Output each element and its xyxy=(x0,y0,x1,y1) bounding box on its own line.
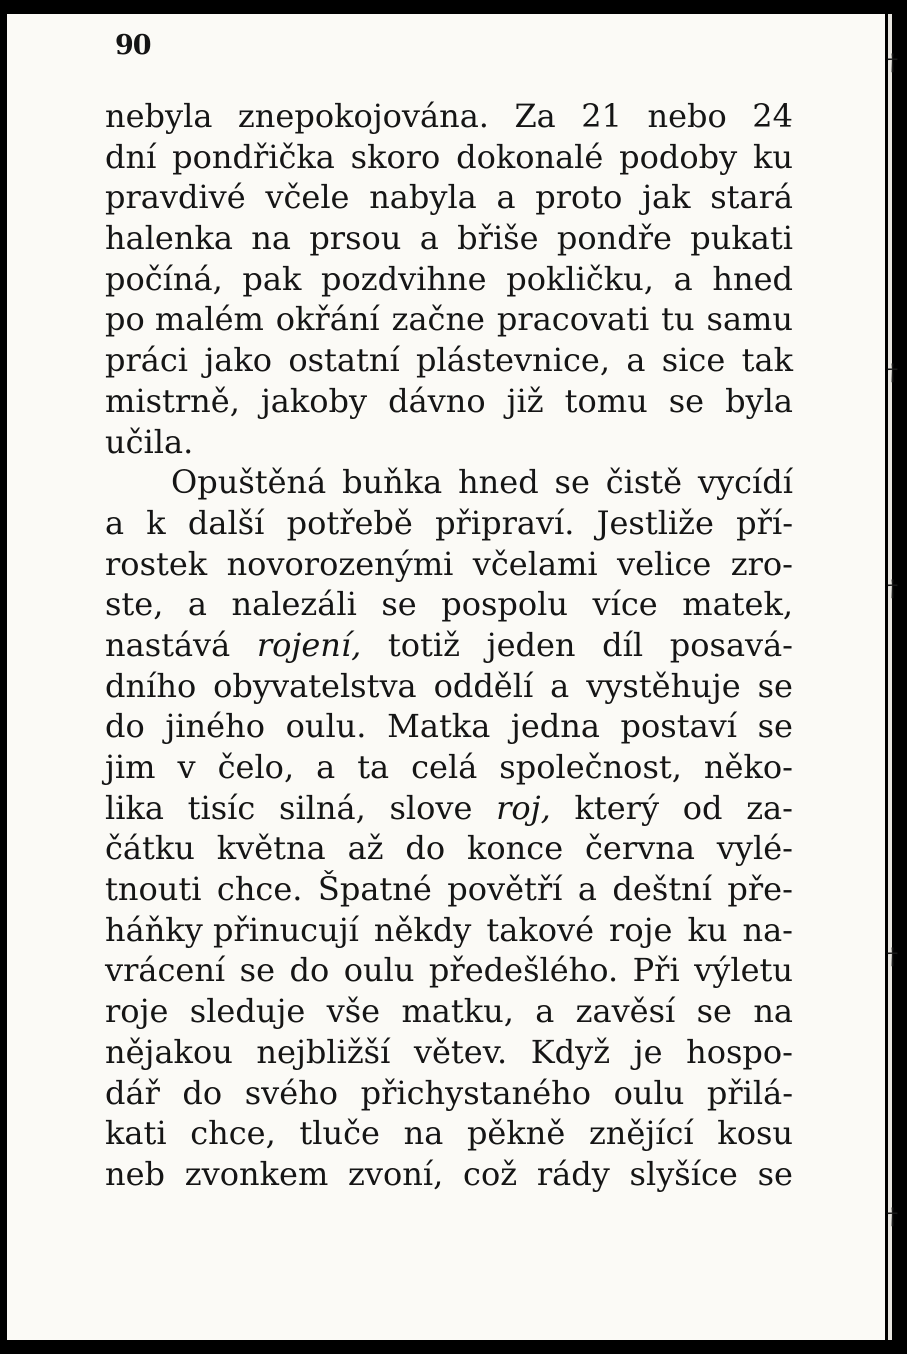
text-line xyxy=(105,544,793,585)
word: na- xyxy=(742,910,793,949)
word: se xyxy=(668,381,705,420)
text-line xyxy=(105,1154,793,1195)
word: a xyxy=(496,178,516,217)
word: pospolu xyxy=(441,585,568,624)
word: chce. xyxy=(216,870,303,909)
text-line xyxy=(105,218,793,259)
word: za- xyxy=(746,788,793,827)
word: oulu xyxy=(343,951,415,990)
word: díl xyxy=(602,625,644,664)
word: okřání xyxy=(275,300,380,339)
word: práci xyxy=(105,341,189,380)
text-line xyxy=(105,828,793,869)
word: totiž xyxy=(387,625,460,664)
word: a xyxy=(316,748,336,786)
word: dního xyxy=(105,666,197,705)
word: znějící xyxy=(588,1114,694,1153)
word: znepokojována. xyxy=(237,97,489,135)
word: silná, xyxy=(279,788,366,827)
word: do xyxy=(182,1073,223,1112)
word: matku, xyxy=(401,992,514,1031)
word: a xyxy=(187,585,207,624)
word: pěkně xyxy=(466,1114,566,1153)
word: roje xyxy=(105,992,169,1031)
word: připraví. xyxy=(435,503,575,542)
text-line xyxy=(105,991,793,1032)
word: což xyxy=(463,1154,518,1193)
word: v xyxy=(177,748,196,786)
word: vystěhuje xyxy=(586,666,741,705)
word: se xyxy=(381,585,417,624)
word: stará xyxy=(710,178,793,217)
word: rády xyxy=(536,1154,610,1193)
word: svého xyxy=(244,1073,339,1112)
page-number: 90 xyxy=(115,30,151,61)
word: přilá- xyxy=(706,1073,793,1112)
word: včelami xyxy=(472,544,598,583)
word: kati xyxy=(105,1114,167,1153)
word: nabyla xyxy=(369,178,477,217)
text-line xyxy=(105,137,793,178)
word: posavá- xyxy=(669,625,793,664)
word: Jestliže xyxy=(596,503,714,542)
word: skoro xyxy=(350,137,441,176)
word: dní xyxy=(105,137,157,176)
word: vylé- xyxy=(716,829,793,868)
word: tak xyxy=(741,341,793,380)
word: tisíc xyxy=(187,788,256,827)
word: velice xyxy=(617,544,712,583)
word: se xyxy=(696,992,732,1031)
word: Při xyxy=(632,951,680,990)
word: postaví xyxy=(620,707,737,746)
word: je xyxy=(633,1032,663,1071)
text-line xyxy=(105,462,793,503)
word: a xyxy=(105,503,125,542)
word: oddělí xyxy=(433,666,534,705)
word: který xyxy=(574,788,660,827)
word: zvonkem xyxy=(184,1154,329,1193)
word: tnouti xyxy=(105,870,202,909)
binding-thread-mark: † xyxy=(887,361,898,386)
word: více xyxy=(592,585,658,624)
word: povětří xyxy=(447,870,563,909)
text-line xyxy=(105,869,793,910)
word: jak xyxy=(642,178,691,217)
text-line xyxy=(105,96,793,137)
word: učila. xyxy=(105,422,194,461)
binding-thread-mark: † xyxy=(887,577,898,602)
word: dokonalé xyxy=(456,137,604,176)
word: se xyxy=(757,666,793,705)
text-line xyxy=(105,1073,793,1114)
word: pondřička xyxy=(172,137,335,176)
word: 21 xyxy=(581,97,622,135)
text-line xyxy=(105,910,793,951)
word: čistě xyxy=(605,463,683,502)
word: pak xyxy=(242,259,302,298)
word: pozdvihne xyxy=(321,259,487,298)
word: oulu. xyxy=(285,707,367,746)
word: do xyxy=(105,707,145,746)
word: nějakou xyxy=(105,1032,233,1071)
word: společnost, xyxy=(499,748,682,786)
text-line xyxy=(105,259,793,300)
word: na xyxy=(753,992,793,1031)
word: jeden xyxy=(486,625,576,664)
word: obyvatelstva xyxy=(213,666,417,705)
word: sleduje xyxy=(189,992,306,1031)
word: podoby xyxy=(619,137,738,176)
word: se xyxy=(554,463,590,502)
word: jakoby xyxy=(260,381,368,420)
word: halenka xyxy=(105,219,233,258)
binding-thread-mark: † xyxy=(887,945,898,970)
word: Za xyxy=(514,97,556,135)
word: Špatné xyxy=(317,870,432,909)
text-line xyxy=(105,625,793,666)
word: hned xyxy=(458,463,539,502)
word: pondře xyxy=(556,219,672,258)
word: deštní xyxy=(612,870,712,909)
word: buňka xyxy=(342,463,443,502)
text-line xyxy=(105,381,793,422)
word: jiného xyxy=(165,707,265,746)
word: Matka xyxy=(387,707,491,746)
word: června xyxy=(585,829,695,868)
word: vrácení xyxy=(105,951,226,990)
word: včele xyxy=(265,178,350,217)
word: mistrně, xyxy=(105,381,240,420)
word: někdy xyxy=(373,910,472,949)
word: byla xyxy=(725,381,793,420)
word: na xyxy=(403,1114,444,1153)
word: potřebě xyxy=(286,503,413,542)
page-edge xyxy=(888,14,892,1340)
word: pukati xyxy=(690,219,793,258)
word: výletu xyxy=(694,951,793,990)
word: něko- xyxy=(703,748,793,786)
word: nebyla xyxy=(105,97,213,135)
word: roj, xyxy=(496,788,551,827)
word: přichystaného xyxy=(360,1073,592,1112)
word: pravdivé xyxy=(105,178,246,217)
text-line xyxy=(105,340,793,381)
word: k xyxy=(146,503,166,542)
text-line xyxy=(105,422,793,463)
word: rojení, xyxy=(256,625,362,664)
word: vše xyxy=(326,992,381,1031)
word: na xyxy=(251,219,291,258)
word: břiše xyxy=(457,219,539,258)
word: ostatní xyxy=(288,341,400,380)
word: oulu xyxy=(613,1073,685,1112)
word: nejbližší xyxy=(256,1032,391,1071)
word: jedna xyxy=(510,707,600,746)
body-text xyxy=(105,96,793,1195)
word: Opuštěná xyxy=(171,463,327,502)
word: nalezáli xyxy=(231,585,357,624)
text-line xyxy=(105,950,793,991)
word: začne xyxy=(391,300,485,339)
word: od xyxy=(682,788,723,827)
word: lika xyxy=(105,788,164,827)
word: nebo xyxy=(647,97,727,135)
word: čelo, xyxy=(217,748,295,786)
word: takové xyxy=(486,910,594,949)
word: hospo- xyxy=(686,1032,793,1071)
text-line xyxy=(105,503,793,544)
word: rostek xyxy=(105,544,208,583)
word: samu xyxy=(706,300,793,339)
text-line xyxy=(105,1032,793,1073)
word: sice xyxy=(661,341,726,380)
word: prsou xyxy=(309,219,402,258)
word: chce, xyxy=(190,1114,276,1153)
word: již xyxy=(506,381,544,420)
word: a xyxy=(577,870,597,909)
word: hned xyxy=(712,259,793,298)
word: háňky přinucují xyxy=(105,910,359,949)
word: až xyxy=(347,829,384,868)
word: zro- xyxy=(730,544,793,583)
text-line xyxy=(105,1113,793,1154)
word: a xyxy=(673,259,693,298)
word: do xyxy=(289,951,330,990)
word: počíná, xyxy=(105,259,223,298)
word: kosu xyxy=(717,1114,793,1153)
word: po malém xyxy=(105,300,264,339)
word: se xyxy=(239,951,275,990)
word: vycídí xyxy=(697,463,793,502)
word: zvoní, xyxy=(348,1154,444,1193)
word: novorozenými xyxy=(226,544,454,583)
word: jim xyxy=(105,748,156,786)
word: tu xyxy=(661,300,695,339)
text-line xyxy=(105,747,793,788)
word: jako xyxy=(204,341,273,380)
word: dávno xyxy=(388,381,486,420)
text-line xyxy=(105,666,793,707)
word: větev. xyxy=(413,1032,508,1071)
text-line xyxy=(105,299,793,340)
word: předešlého. xyxy=(428,951,619,990)
word: roje xyxy=(609,910,673,949)
word: dář xyxy=(105,1073,160,1112)
word: pracovati xyxy=(496,300,650,339)
word: konce xyxy=(467,829,564,868)
word: a xyxy=(535,992,555,1031)
word: Když xyxy=(530,1032,611,1071)
word: a xyxy=(626,341,646,380)
text-line xyxy=(105,788,793,829)
text-line xyxy=(105,177,793,218)
word: tomu xyxy=(564,381,648,420)
text-line xyxy=(105,706,793,747)
word: se xyxy=(757,707,793,746)
word: pře- xyxy=(727,870,793,909)
word: 24 xyxy=(752,97,793,135)
binding-thread-mark: † xyxy=(887,1205,898,1230)
word: se xyxy=(757,1154,793,1193)
word: nastává xyxy=(105,625,231,664)
word: května xyxy=(216,829,326,868)
word: ste, xyxy=(105,585,164,624)
word: plástevnice, xyxy=(416,341,610,380)
word: pří- xyxy=(736,503,793,542)
word: a xyxy=(419,219,439,258)
word: matek, xyxy=(682,585,793,624)
word: další xyxy=(187,503,265,542)
word: zavěsí xyxy=(575,992,676,1031)
text-line xyxy=(105,584,793,625)
binding-thread-mark: † xyxy=(887,51,898,76)
word: proto xyxy=(535,178,623,217)
word: čátku xyxy=(105,829,195,868)
word: tluče xyxy=(299,1114,380,1153)
word: celá xyxy=(411,748,478,786)
word: pokličku, xyxy=(506,259,654,298)
word: slyšíce xyxy=(629,1154,738,1193)
word: do xyxy=(405,829,446,868)
word: a xyxy=(550,666,570,705)
word: slove xyxy=(389,788,473,827)
word: ku xyxy=(687,910,728,949)
word: neb xyxy=(105,1154,166,1193)
word: ku xyxy=(752,137,793,176)
word: ta xyxy=(357,748,390,786)
